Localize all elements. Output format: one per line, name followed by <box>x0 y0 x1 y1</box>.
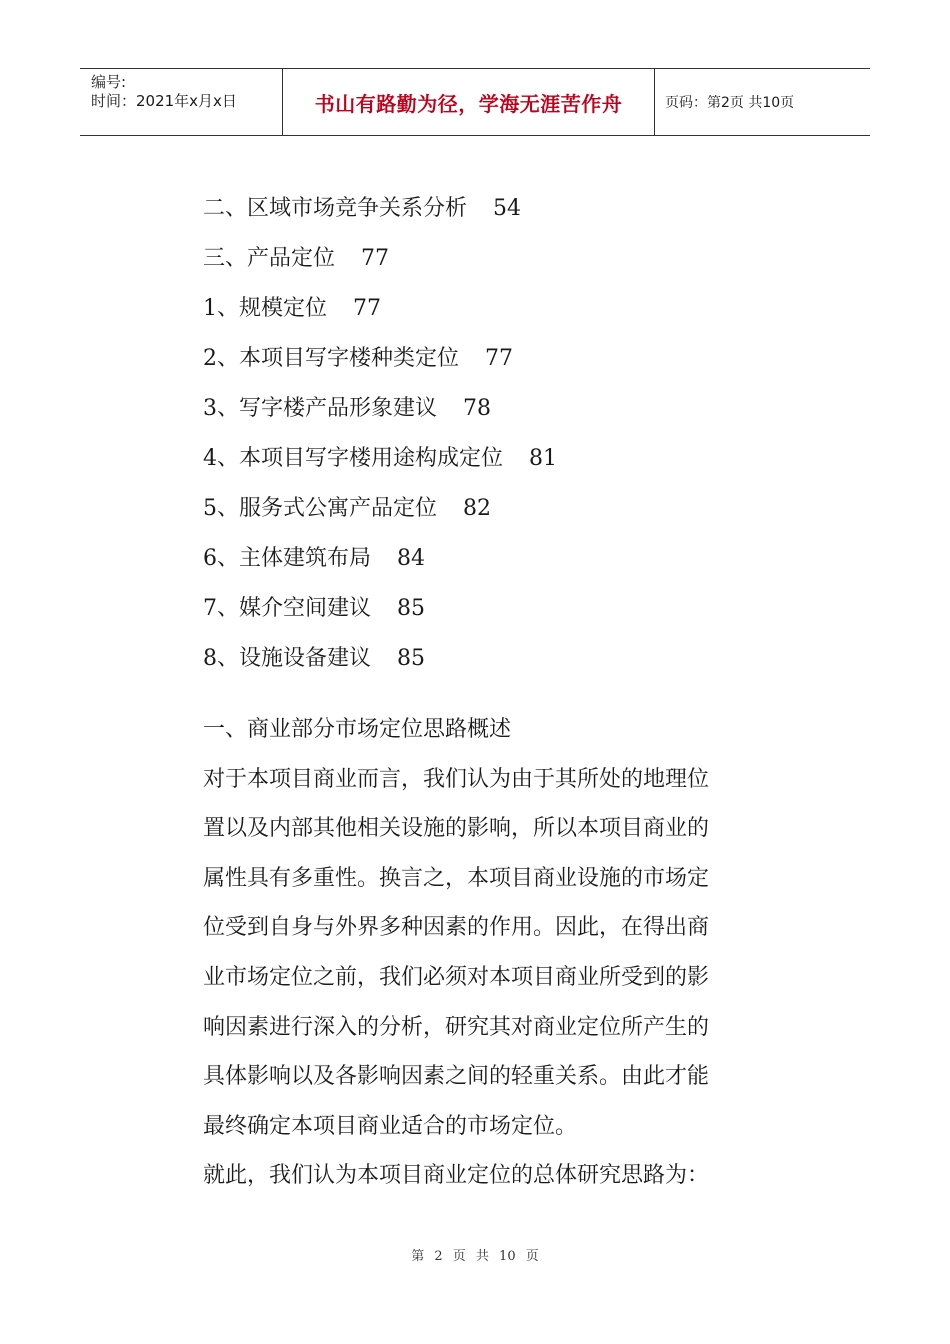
toc-page-number: 78 <box>463 396 491 421</box>
toc-item <box>203 636 557 686</box>
toc-item <box>203 236 557 286</box>
page-footer: 第 2 页 共 10 页 <box>411 1249 539 1264</box>
body-line: 对于本项目商业而言，我们认为由于其所处的地理位 <box>203 766 710 792</box>
toc-page-number: 85 <box>397 596 425 621</box>
toc-page-number: 54 <box>493 196 522 221</box>
body-line: 业市场定位之前，我们必须对本项目商业所受到的影 <box>203 964 710 990</box>
toc-page-number: 77 <box>485 346 513 371</box>
date-line: 时间：2021年x月x日 <box>91 92 237 110</box>
toc-label: 三、产品定位 <box>203 246 336 271</box>
toc-page-number: 77 <box>353 296 381 321</box>
toc-label: 7、媒介空间建议 <box>203 596 371 621</box>
toc-item <box>203 286 557 336</box>
toc-label: 6、主体建筑布局 <box>203 546 371 571</box>
toc-item <box>203 586 557 636</box>
toc-item <box>203 436 557 486</box>
header-page-info: 页码：第2页 共10页 <box>665 95 795 111</box>
toc-label: 5、服务式公寓产品定位 <box>203 496 437 521</box>
toc-page-number: 85 <box>397 646 425 671</box>
body-line: 就此，我们认为本项目商业定位的总体研究思路为： <box>203 1163 710 1189</box>
body-section <box>203 705 793 1201</box>
toc-label: 8、设施设备建议 <box>203 646 371 671</box>
toc-page-number: 82 <box>463 496 491 521</box>
toc-item <box>203 536 557 586</box>
toc-item <box>203 186 557 236</box>
toc-label: 4、本项目写字楼用途构成定位 <box>203 446 503 471</box>
page-header <box>80 68 870 136</box>
body-line: 属性具有多重性。换言之，本项目商业设施的市场定 <box>203 865 710 891</box>
body-line: 位受到自身与外界多种因素的作用。因此，在得出商 <box>203 915 710 941</box>
body-line: 响因素进行深入的分析，研究其对商业定位所产生的 <box>203 1014 710 1040</box>
body-line: 最终确定本项目商业适合的市场定位。 <box>203 1113 578 1139</box>
body-line: 具体影响以及各影响因素之间的轻重关系。由此才能 <box>203 1064 710 1090</box>
toc-label: 1、规模定位 <box>203 296 327 321</box>
table-of-contents <box>203 186 557 686</box>
serial-label: 编号: <box>91 73 127 91</box>
toc-label: 3、写字楼产品形象建议 <box>203 396 437 421</box>
toc-page-number: 81 <box>529 446 557 471</box>
toc-label: 2、本项目写字楼种类定位 <box>203 346 459 371</box>
header-meta <box>80 69 282 135</box>
toc-page-number: 77 <box>361 246 390 271</box>
section-heading: 一、商业部分市场定位思路概述 <box>203 717 512 742</box>
toc-item <box>203 486 557 536</box>
toc-item <box>203 336 557 386</box>
header-motto: 书山有路勤为径，学海无涯苦作舟 <box>282 69 655 135</box>
toc-item <box>203 386 557 436</box>
toc-page-number: 84 <box>397 546 425 571</box>
body-line: 置以及内部其他相关设施的影响，所以本项目商业的 <box>203 816 710 842</box>
toc-label: 二、区域市场竞争关系分析 <box>203 196 468 221</box>
